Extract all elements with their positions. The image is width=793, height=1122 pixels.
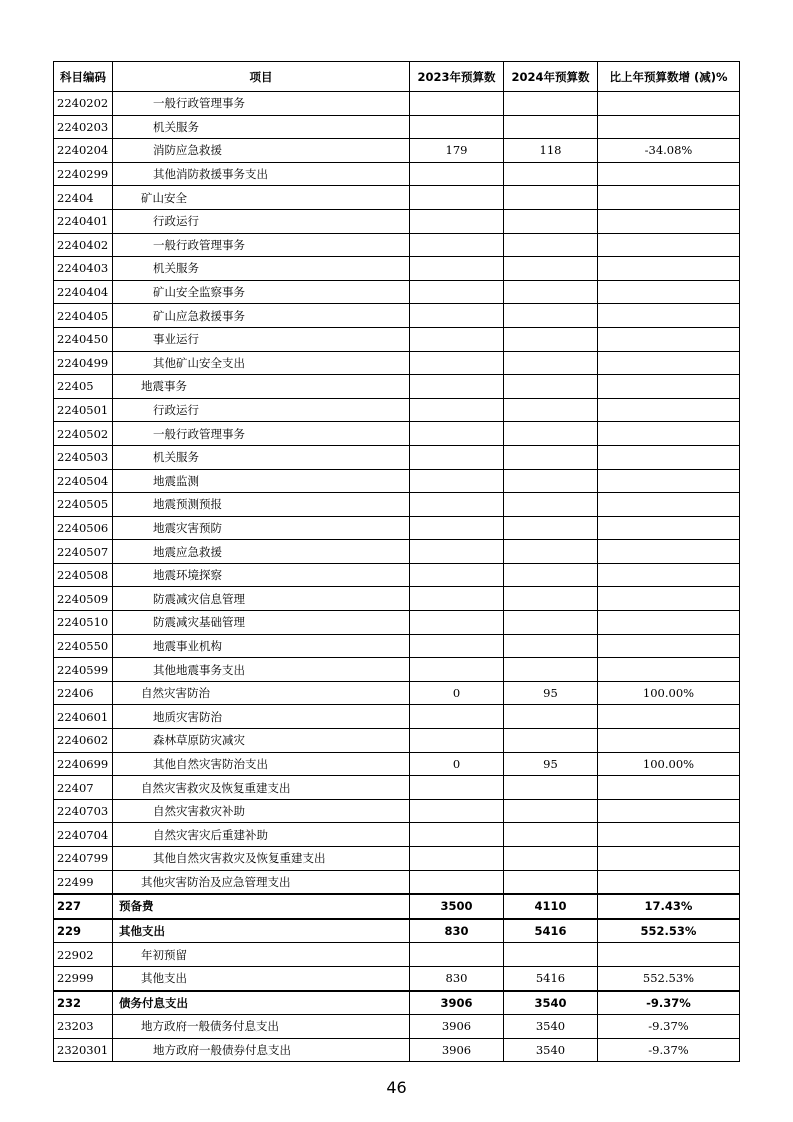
cell-code: 2240401 (54, 209, 113, 233)
cell-code: 2240504 (54, 469, 113, 493)
cell-change: 100.00% (598, 681, 740, 705)
cell-budget-2023 (410, 847, 504, 871)
table-row (54, 752, 740, 776)
cell-change: 17.43% (598, 894, 740, 919)
cell-budget-2024 (504, 115, 598, 139)
cell-item-name: 防震减灾信息管理 (113, 587, 410, 611)
table-row (54, 162, 740, 186)
header-item: 项目 (113, 62, 410, 92)
table-row (54, 186, 740, 210)
table-body (54, 92, 740, 1062)
table-row (54, 587, 740, 611)
cell-budget-2023 (410, 611, 504, 635)
cell-budget-2023 (410, 705, 504, 729)
cell-budget-2024 (504, 375, 598, 399)
cell-change (598, 540, 740, 564)
cell-budget-2024 (504, 233, 598, 257)
cell-budget-2023 (410, 162, 504, 186)
cell-change (598, 587, 740, 611)
header-budget-2023: 2023年预算数 (410, 62, 504, 92)
cell-code: 22404 (54, 186, 113, 210)
cell-budget-2023 (410, 445, 504, 469)
cell-budget-2023 (410, 776, 504, 800)
cell-budget-2023 (410, 563, 504, 587)
cell-code: 2240403 (54, 257, 113, 281)
cell-code: 2240507 (54, 540, 113, 564)
cell-item-name: 森林草原防灾减灾 (113, 729, 410, 753)
cell-budget-2023 (410, 327, 504, 351)
cell-item-name: 行政运行 (113, 209, 410, 233)
cell-code: 2240506 (54, 516, 113, 540)
table-row (54, 233, 740, 257)
cell-budget-2024 (504, 186, 598, 210)
cell-item-name: 地震应急救援 (113, 540, 410, 564)
cell-change (598, 823, 740, 847)
table-row (54, 445, 740, 469)
cell-budget-2024 (504, 469, 598, 493)
cell-change: -9.37% (598, 1015, 740, 1039)
cell-change (598, 257, 740, 281)
cell-change (598, 705, 740, 729)
cell-budget-2024 (504, 493, 598, 517)
cell-budget-2023 (410, 729, 504, 753)
cell-budget-2023 (410, 422, 504, 446)
cell-budget-2023 (410, 398, 504, 422)
cell-item-name: 自然灾害灾后重建补助 (113, 823, 410, 847)
cell-budget-2023 (410, 115, 504, 139)
cell-code: 22406 (54, 681, 113, 705)
table-row (54, 894, 740, 919)
cell-item-name: 其他地震事务支出 (113, 658, 410, 682)
table-row (54, 398, 740, 422)
cell-budget-2023 (410, 280, 504, 304)
cell-item-name: 债务付息支出 (113, 991, 410, 1015)
cell-code: 2240203 (54, 115, 113, 139)
cell-budget-2024 (504, 280, 598, 304)
cell-code: 229 (54, 919, 113, 943)
cell-item-name: 机关服务 (113, 115, 410, 139)
cell-budget-2023 (410, 304, 504, 328)
cell-budget-2024: 95 (504, 752, 598, 776)
cell-item-name: 其他自然灾害救灾及恢复重建支出 (113, 847, 410, 871)
cell-budget-2024 (504, 257, 598, 281)
table-row (54, 351, 740, 375)
cell-budget-2023 (410, 233, 504, 257)
header-budget-2024: 2024年预算数 (504, 62, 598, 92)
table-row (54, 919, 740, 943)
cell-change (598, 422, 740, 446)
cell-budget-2024: 118 (504, 139, 598, 163)
cell-item-name: 其他矿山安全支出 (113, 351, 410, 375)
cell-change (598, 209, 740, 233)
table-row (54, 799, 740, 823)
cell-budget-2024 (504, 634, 598, 658)
table-row (54, 115, 740, 139)
cell-budget-2023: 830 (410, 966, 504, 990)
cell-item-name: 矿山安全 (113, 186, 410, 210)
table-row (54, 139, 740, 163)
table-row (54, 257, 740, 281)
cell-budget-2024: 95 (504, 681, 598, 705)
cell-change: 552.53% (598, 919, 740, 943)
cell-change (598, 162, 740, 186)
cell-change (598, 92, 740, 116)
cell-item-name: 年初预留 (113, 943, 410, 967)
cell-change (598, 115, 740, 139)
table-row (54, 776, 740, 800)
cell-code: 22499 (54, 870, 113, 894)
cell-code: 2240405 (54, 304, 113, 328)
cell-budget-2023 (410, 516, 504, 540)
cell-budget-2024 (504, 823, 598, 847)
cell-item-name: 自然灾害救灾补助 (113, 799, 410, 823)
cell-code: 2240601 (54, 705, 113, 729)
cell-code: 2240503 (54, 445, 113, 469)
cell-code: 2240501 (54, 398, 113, 422)
cell-budget-2024 (504, 943, 598, 967)
table-row (54, 1015, 740, 1039)
cell-change (598, 847, 740, 871)
table-row (54, 966, 740, 990)
cell-code: 2240450 (54, 327, 113, 351)
table-row (54, 540, 740, 564)
cell-item-name: 其他自然灾害防治支出 (113, 752, 410, 776)
cell-budget-2024: 5416 (504, 966, 598, 990)
table-row (54, 634, 740, 658)
cell-change (598, 304, 740, 328)
table-row (54, 493, 740, 517)
cell-budget-2024: 5416 (504, 919, 598, 943)
cell-change: -34.08% (598, 139, 740, 163)
cell-change (598, 445, 740, 469)
cell-budget-2024: 3540 (504, 1015, 598, 1039)
cell-item-name: 地震环境探察 (113, 563, 410, 587)
cell-item-name: 一般行政管理事务 (113, 92, 410, 116)
cell-code: 2240299 (54, 162, 113, 186)
cell-item-name: 地震事务 (113, 375, 410, 399)
cell-budget-2023: 179 (410, 139, 504, 163)
cell-code: 2240502 (54, 422, 113, 446)
cell-change (598, 233, 740, 257)
cell-budget-2024 (504, 327, 598, 351)
table-row (54, 611, 740, 635)
cell-change (598, 398, 740, 422)
table-row (54, 681, 740, 705)
budget-table (53, 61, 740, 1062)
cell-budget-2023: 3906 (410, 1015, 504, 1039)
cell-change (598, 776, 740, 800)
cell-item-name: 其他支出 (113, 919, 410, 943)
cell-change (598, 799, 740, 823)
cell-item-name: 地方政府一般债券付息支出 (113, 1038, 410, 1062)
cell-code: 2240704 (54, 823, 113, 847)
table-row (54, 280, 740, 304)
cell-code: 2240703 (54, 799, 113, 823)
cell-change (598, 729, 740, 753)
cell-item-name: 地震监测 (113, 469, 410, 493)
cell-item-name: 矿山安全监察事务 (113, 280, 410, 304)
cell-item-name: 行政运行 (113, 398, 410, 422)
cell-change: 552.53% (598, 966, 740, 990)
cell-code: 2240602 (54, 729, 113, 753)
cell-budget-2024 (504, 445, 598, 469)
table-row (54, 92, 740, 116)
cell-item-name: 地震预测预报 (113, 493, 410, 517)
cell-budget-2023 (410, 943, 504, 967)
table-row (54, 847, 740, 871)
cell-change (598, 943, 740, 967)
cell-item-name: 自然灾害救灾及恢复重建支出 (113, 776, 410, 800)
cell-item-name: 其他灾害防治及应急管理支出 (113, 870, 410, 894)
cell-code: 2240510 (54, 611, 113, 635)
table-row (54, 870, 740, 894)
cell-code: 2240202 (54, 92, 113, 116)
table-row (54, 422, 740, 446)
cell-change (598, 870, 740, 894)
cell-budget-2023 (410, 186, 504, 210)
cell-budget-2024 (504, 540, 598, 564)
cell-code: 2240404 (54, 280, 113, 304)
cell-budget-2023: 830 (410, 919, 504, 943)
cell-budget-2024: 3540 (504, 1038, 598, 1062)
cell-budget-2024: 3540 (504, 991, 598, 1015)
cell-item-name: 机关服务 (113, 257, 410, 281)
cell-change (598, 351, 740, 375)
cell-code: 2240699 (54, 752, 113, 776)
cell-code: 2240599 (54, 658, 113, 682)
cell-code: 2240204 (54, 139, 113, 163)
cell-item-name: 自然灾害防治 (113, 681, 410, 705)
cell-change (598, 469, 740, 493)
cell-budget-2024 (504, 847, 598, 871)
cell-budget-2024 (504, 658, 598, 682)
table-row (54, 943, 740, 967)
cell-budget-2024 (504, 729, 598, 753)
cell-budget-2023: 0 (410, 681, 504, 705)
cell-item-name: 一般行政管理事务 (113, 422, 410, 446)
cell-code: 22407 (54, 776, 113, 800)
cell-code: 2240550 (54, 634, 113, 658)
cell-change (598, 611, 740, 635)
cell-item-name: 地质灾害防治 (113, 705, 410, 729)
cell-budget-2024 (504, 611, 598, 635)
cell-change (598, 493, 740, 517)
cell-item-name: 其他消防救援事务支出 (113, 162, 410, 186)
cell-code: 22999 (54, 966, 113, 990)
cell-budget-2024 (504, 563, 598, 587)
cell-change (598, 327, 740, 351)
table-row (54, 469, 740, 493)
cell-code: 232 (54, 991, 113, 1015)
cell-budget-2023 (410, 587, 504, 611)
table-row (54, 991, 740, 1015)
cell-change (598, 375, 740, 399)
cell-budget-2024 (504, 398, 598, 422)
table-row (54, 327, 740, 351)
cell-budget-2024 (504, 799, 598, 823)
cell-budget-2024 (504, 870, 598, 894)
cell-item-name: 消防应急救援 (113, 139, 410, 163)
table-row (54, 658, 740, 682)
cell-item-name: 地震事业机构 (113, 634, 410, 658)
cell-item-name: 一般行政管理事务 (113, 233, 410, 257)
cell-item-name: 预备费 (113, 894, 410, 919)
cell-budget-2024 (504, 351, 598, 375)
cell-budget-2024 (504, 776, 598, 800)
cell-change (598, 634, 740, 658)
cell-budget-2024 (504, 422, 598, 446)
cell-change (598, 186, 740, 210)
cell-budget-2023 (410, 209, 504, 233)
cell-budget-2023 (410, 870, 504, 894)
cell-budget-2023 (410, 92, 504, 116)
cell-code: 23203 (54, 1015, 113, 1039)
cell-budget-2024 (504, 162, 598, 186)
table-row (54, 705, 740, 729)
cell-code: 2240499 (54, 351, 113, 375)
cell-code: 227 (54, 894, 113, 919)
cell-budget-2023 (410, 257, 504, 281)
cell-change (598, 280, 740, 304)
cell-budget-2023: 3906 (410, 1038, 504, 1062)
cell-budget-2023 (410, 658, 504, 682)
cell-budget-2023: 3906 (410, 991, 504, 1015)
cell-item-name: 地方政府一般债务付息支出 (113, 1015, 410, 1039)
table-row (54, 1038, 740, 1062)
cell-change (598, 658, 740, 682)
header-change: 比上年预算数增 (减)% (598, 62, 740, 92)
cell-budget-2024 (504, 209, 598, 233)
cell-code: 2240509 (54, 587, 113, 611)
cell-code: 22405 (54, 375, 113, 399)
cell-code: 2240508 (54, 563, 113, 587)
cell-budget-2023 (410, 493, 504, 517)
table-row (54, 209, 740, 233)
cell-code: 2320301 (54, 1038, 113, 1062)
cell-code: 2240799 (54, 847, 113, 871)
cell-budget-2023 (410, 375, 504, 399)
cell-budget-2024 (504, 92, 598, 116)
cell-budget-2024 (504, 304, 598, 328)
cell-code: 2240402 (54, 233, 113, 257)
cell-budget-2023: 3500 (410, 894, 504, 919)
cell-code: 2240505 (54, 493, 113, 517)
cell-change: 100.00% (598, 752, 740, 776)
cell-change: -9.37% (598, 991, 740, 1015)
cell-budget-2023 (410, 634, 504, 658)
cell-budget-2024: 4110 (504, 894, 598, 919)
cell-item-name: 矿山应急救援事务 (113, 304, 410, 328)
cell-budget-2024 (504, 587, 598, 611)
table-row (54, 516, 740, 540)
page-number: 46 (386, 1078, 407, 1097)
cell-item-name: 其他支出 (113, 966, 410, 990)
cell-budget-2023 (410, 799, 504, 823)
table-row (54, 823, 740, 847)
cell-item-name: 事业运行 (113, 327, 410, 351)
cell-code: 22902 (54, 943, 113, 967)
cell-change (598, 563, 740, 587)
table-row (54, 563, 740, 587)
cell-item-name: 地震灾害预防 (113, 516, 410, 540)
cell-change (598, 516, 740, 540)
cell-budget-2023 (410, 823, 504, 847)
table-header-row (54, 62, 740, 92)
header-code: 科目编码 (54, 62, 113, 92)
table-row (54, 729, 740, 753)
cell-budget-2023 (410, 351, 504, 375)
cell-change: -9.37% (598, 1038, 740, 1062)
table-row (54, 304, 740, 328)
table-row (54, 375, 740, 399)
cell-budget-2023: 0 (410, 752, 504, 776)
cell-budget-2024 (504, 705, 598, 729)
cell-item-name: 机关服务 (113, 445, 410, 469)
cell-item-name: 防震减灾基础管理 (113, 611, 410, 635)
cell-budget-2023 (410, 540, 504, 564)
cell-budget-2023 (410, 469, 504, 493)
cell-budget-2024 (504, 516, 598, 540)
